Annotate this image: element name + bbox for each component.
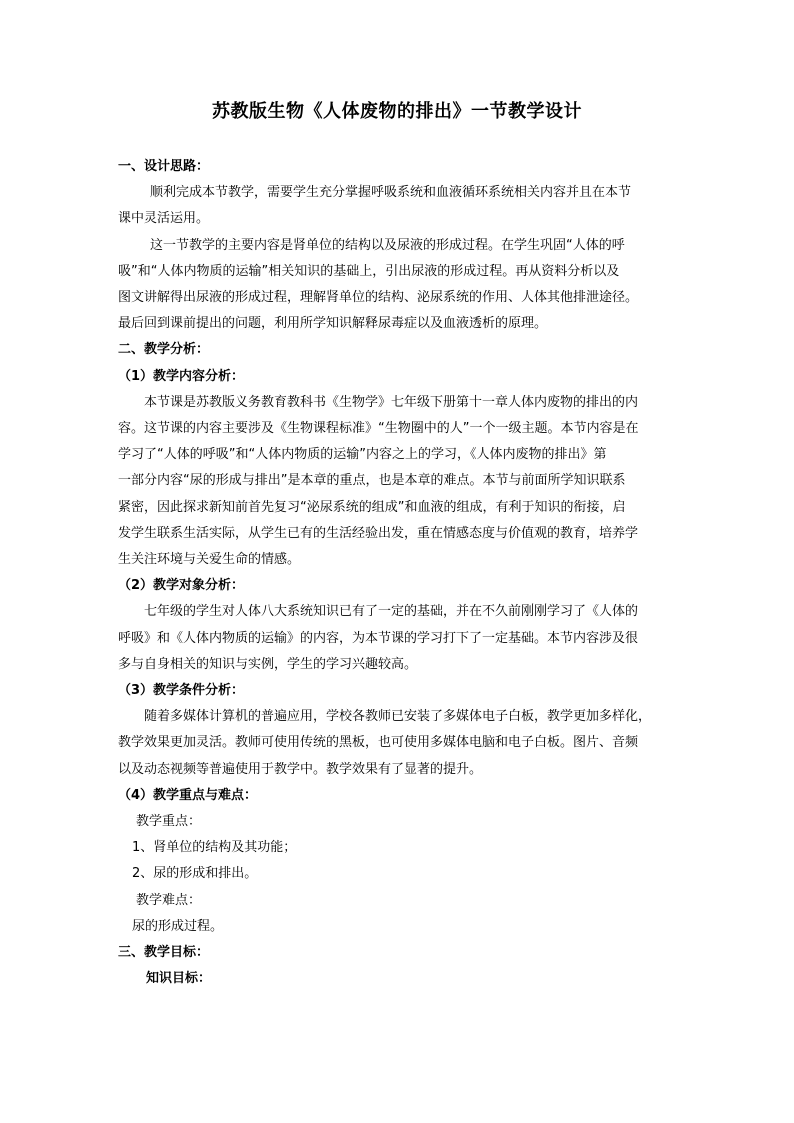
paragraph-line: 呼吸》和《人体内物质的运输》的内容，为本节课的学习打下了一定基础。本节内容涉及很 [118,630,639,646]
paragraph-line: 紧密，因此探求新知前首先复习“泌尿系统的组成”和血液的组成，有利于知识的衔接，启 [118,499,626,515]
paragraph-line: 顺利完成本节教学，需要学生充分掌握呼吸系统和血液循环系统相关内容并且在本节 [150,185,632,201]
paragraph-line: 一部分内容“尿的形成与排出”是本章的重点，也是本章的难点。本节与前面所学知识联系 [118,473,626,489]
paragraph-line: 教学重点： [136,814,202,829]
paragraph-line: 以及动态视频等普遍使用于教学中。教学效果有了显著的提升。 [118,761,483,777]
paragraph-line: 学习了“人体的呼吸”和“人体内物质的运输”内容之上的学习，《人体内废物的排出》第 [118,447,607,463]
heading-line: （2）教学对象分析： [118,578,245,594]
paragraph-line: 教学效果更加灵活。教师可使用传统的黑板，也可使用多媒体电脑和电子白板。图片、音频 [118,735,639,751]
heading-line: 二、教学分析： [118,342,210,358]
paragraph-line: 生关注环境与关爱生命的情感。 [118,552,301,567]
paragraph-line: 1、肾单位的结构及其功能； [132,840,297,856]
heading-line: （1）教学内容分析： [118,368,245,384]
heading-line: 三、教学目标： [118,945,210,960]
paragraph-line: 多与自身相关的知识与实例，学生的学习兴趣较高。 [118,656,418,672]
paragraph-line: 本节课是苏教版义务教育教科书《生物学》七年级下册第十一章人体内废物的排出的内 [144,394,639,410]
paragraph-line: 容。这节课的内容主要涉及《生物课程标准》“生物圈中的人”一个一级主题。本节内容是在 [118,421,639,436]
paragraph-line: 2、尿的形成和排出。 [132,866,258,882]
paragraph-line: 图文讲解得出尿液的形成过程，理解肾单位的结构、泌尿系统的作用、人体其他排泄途径。 [118,290,639,305]
paragraph-line: 课中灵活运用。 [118,211,210,227]
heading-line: （4）教学重点与难点： [118,787,258,803]
heading-line: 知识目标： [146,971,212,987]
paragraph-line: 教学难点： [136,892,202,908]
paragraph-line: 最后回到课前提出的问题，利用所学知识解释尿毒症以及血液透析的原理。 [118,316,548,332]
paragraph-line: 发学生联系生活实际，从学生已有的生活经验出发，重在情感态度与价值观的教育，培养学 [118,525,639,541]
document-title: 苏教版生物《人体废物的排出》一节教学设计 [212,101,582,122]
paragraph-line: 随着多媒体计算机的普遍应用，学校各教师已安装了多媒体电子白板，教学更加多样化， [144,709,652,725]
paragraph-line: 这一节教学的主要内容是肾单位的结构以及尿液的形成过程。在学生巩固“人体的呼 [150,237,625,253]
paragraph-line: 吸”和“人体内物质的运输”相关知识的基础上，引出尿液的形成过程。再从资料分析以及 [118,263,620,279]
heading-line: （3）教学条件分析： [118,683,245,698]
paragraph-line: 尿的形成过程。 [132,918,224,934]
heading-line: 一、设计思路： [118,159,210,174]
paragraph-line: 七年级的学生对人体八大系统知识已有了一定的基础，并在不久前刚刚学习了《人体的 [144,604,639,620]
